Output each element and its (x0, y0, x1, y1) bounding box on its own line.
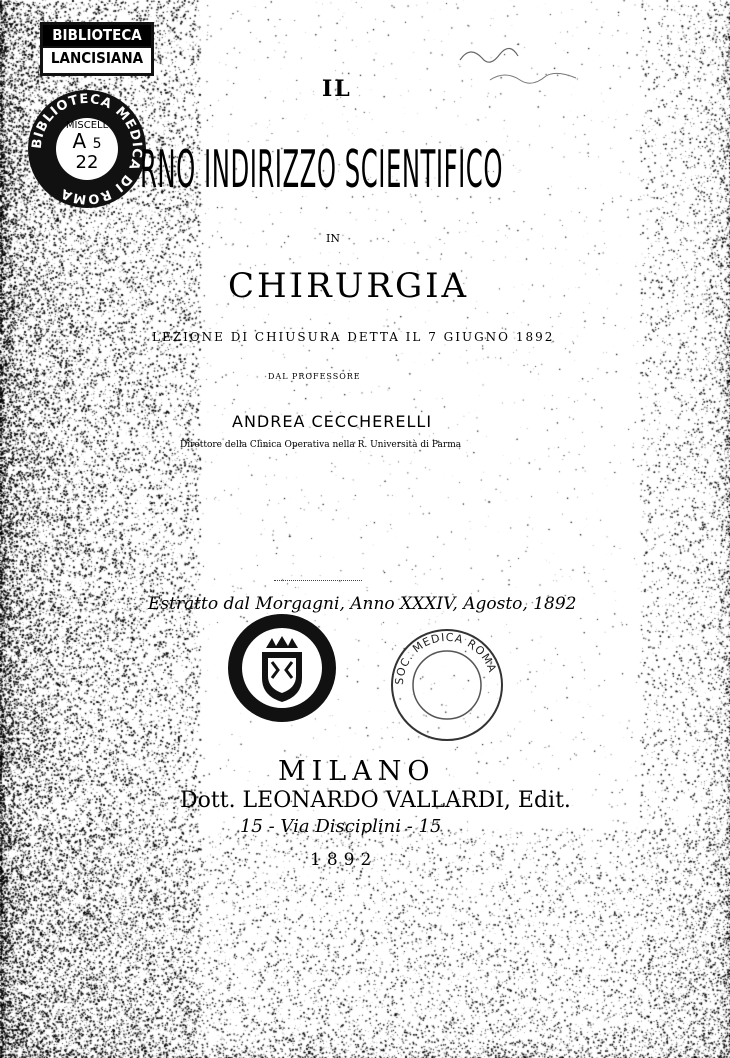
seal-shelf-letter: A (72, 129, 87, 153)
medical-stamp-text: SOC. MEDICA ROMA (392, 630, 500, 686)
seal-ring-text: BIBLIOTECA MEDICA DI ROMA (29, 91, 145, 207)
crest-stamp (226, 612, 338, 724)
lecture-subtitle: LEZIONE DI CHIUSURA DETTA IL 7 GIUGNO 1892 (152, 330, 555, 344)
main-title: RNO INDIRIZZO SCIENTIFICO (140, 140, 503, 200)
imprint-address: 15 - Via Disciplini - 15 (240, 816, 442, 837)
library-seal-stamp (28, 90, 146, 208)
title-in-word: IN (326, 232, 340, 245)
seal-center (56, 118, 118, 180)
subject-title: CHIRURGIA (228, 266, 470, 306)
imprint-publisher: Dott. LEONARDO VALLARDI, Edit. (180, 788, 571, 813)
seal-item-number: 22 (75, 152, 99, 173)
svg-text:SOC. MEDICA ROMA (393, 631, 499, 685)
label-line-2: LANCISIANA (43, 46, 151, 69)
medical-society-stamp (390, 628, 504, 742)
title-prefix: IL (322, 76, 352, 102)
extract-note: Estratto dal Morgagni, Anno XXXIV, Agosto, 1892 (148, 594, 577, 614)
seal-collection: MISCELL (65, 120, 109, 131)
by-label: DAL PROFESSORE (268, 372, 361, 381)
library-label-stamp (40, 22, 154, 76)
handwritten-note (450, 30, 590, 100)
imprint-city: MILANO (278, 756, 436, 787)
divider-rule (274, 580, 362, 581)
label-line-1: BIBLIOTECA (43, 25, 151, 46)
imprint-year: 1892 (310, 850, 378, 870)
author-name: ANDREA CECCHERELLI (232, 412, 433, 431)
seal-shelf-number: 5 (92, 136, 102, 152)
author-role: Direttore della Clinica Operativa nella R. Università di Parma (180, 440, 462, 450)
